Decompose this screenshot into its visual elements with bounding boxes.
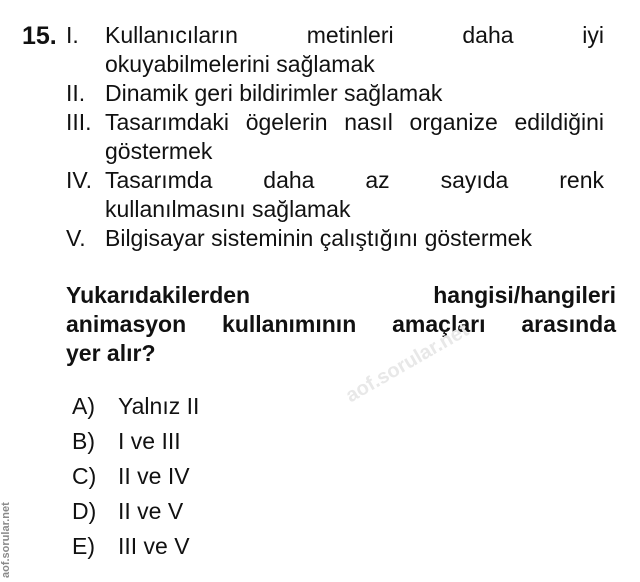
option-text: II ve IV	[118, 463, 190, 489]
statement-numeral: III.	[66, 109, 92, 135]
statement-numeral: V.	[66, 225, 86, 251]
statement-text-line: Kullanıcıların metinleri daha iyi	[105, 22, 604, 48]
statement-text-line: okuyabilmelerini sağlamak	[105, 51, 375, 77]
option-text: Yalnız II	[118, 393, 200, 419]
option-text: II ve V	[118, 498, 184, 524]
statement-1	[66, 21, 604, 79]
statement-numeral: II.	[66, 80, 86, 106]
statement-text-line: Tasarımdaki ögelerin nasıl organize edildiğini	[105, 109, 604, 135]
question-line: animasyon kullanımının amaçları arasında	[66, 311, 616, 337]
question-line: Yukarıdakilerden hangisi/hangileri	[66, 282, 616, 308]
statement-numeral: I.	[66, 22, 79, 48]
option-c[interactable]	[72, 462, 190, 491]
option-label: E)	[72, 533, 95, 559]
question-number: 15.	[22, 22, 57, 50]
statement-5	[66, 224, 604, 253]
option-a[interactable]	[72, 392, 199, 421]
statement-4	[66, 166, 604, 224]
statement-text-line: Tasarımda daha az sayıda renk	[105, 167, 604, 193]
statement-3	[66, 108, 604, 166]
watermark: aof.sorular.net	[342, 319, 473, 408]
statement-numeral: IV.	[66, 167, 93, 193]
option-d[interactable]	[72, 497, 183, 526]
option-label: C)	[72, 463, 97, 489]
option-label: B)	[72, 428, 95, 454]
question-stem	[66, 281, 616, 368]
statement-2	[66, 79, 604, 108]
option-text: III ve V	[118, 533, 190, 559]
statement-text-line: kullanılmasını sağlamak	[105, 196, 351, 222]
statement-text-line: Bilgisayar sisteminin çalıştığını göstermek	[105, 225, 532, 251]
statement-text-line: Dinamik geri bildirimler sağlamak	[105, 80, 443, 106]
option-label: A)	[72, 393, 95, 419]
question-line: yer alır?	[66, 340, 156, 366]
side-watermark: aof.sorular.net	[0, 502, 12, 578]
option-text: I ve III	[118, 428, 181, 454]
option-e[interactable]	[72, 532, 190, 561]
option-b[interactable]	[72, 427, 181, 456]
statement-text-line: göstermek	[105, 138, 213, 164]
option-label: D)	[72, 498, 97, 524]
